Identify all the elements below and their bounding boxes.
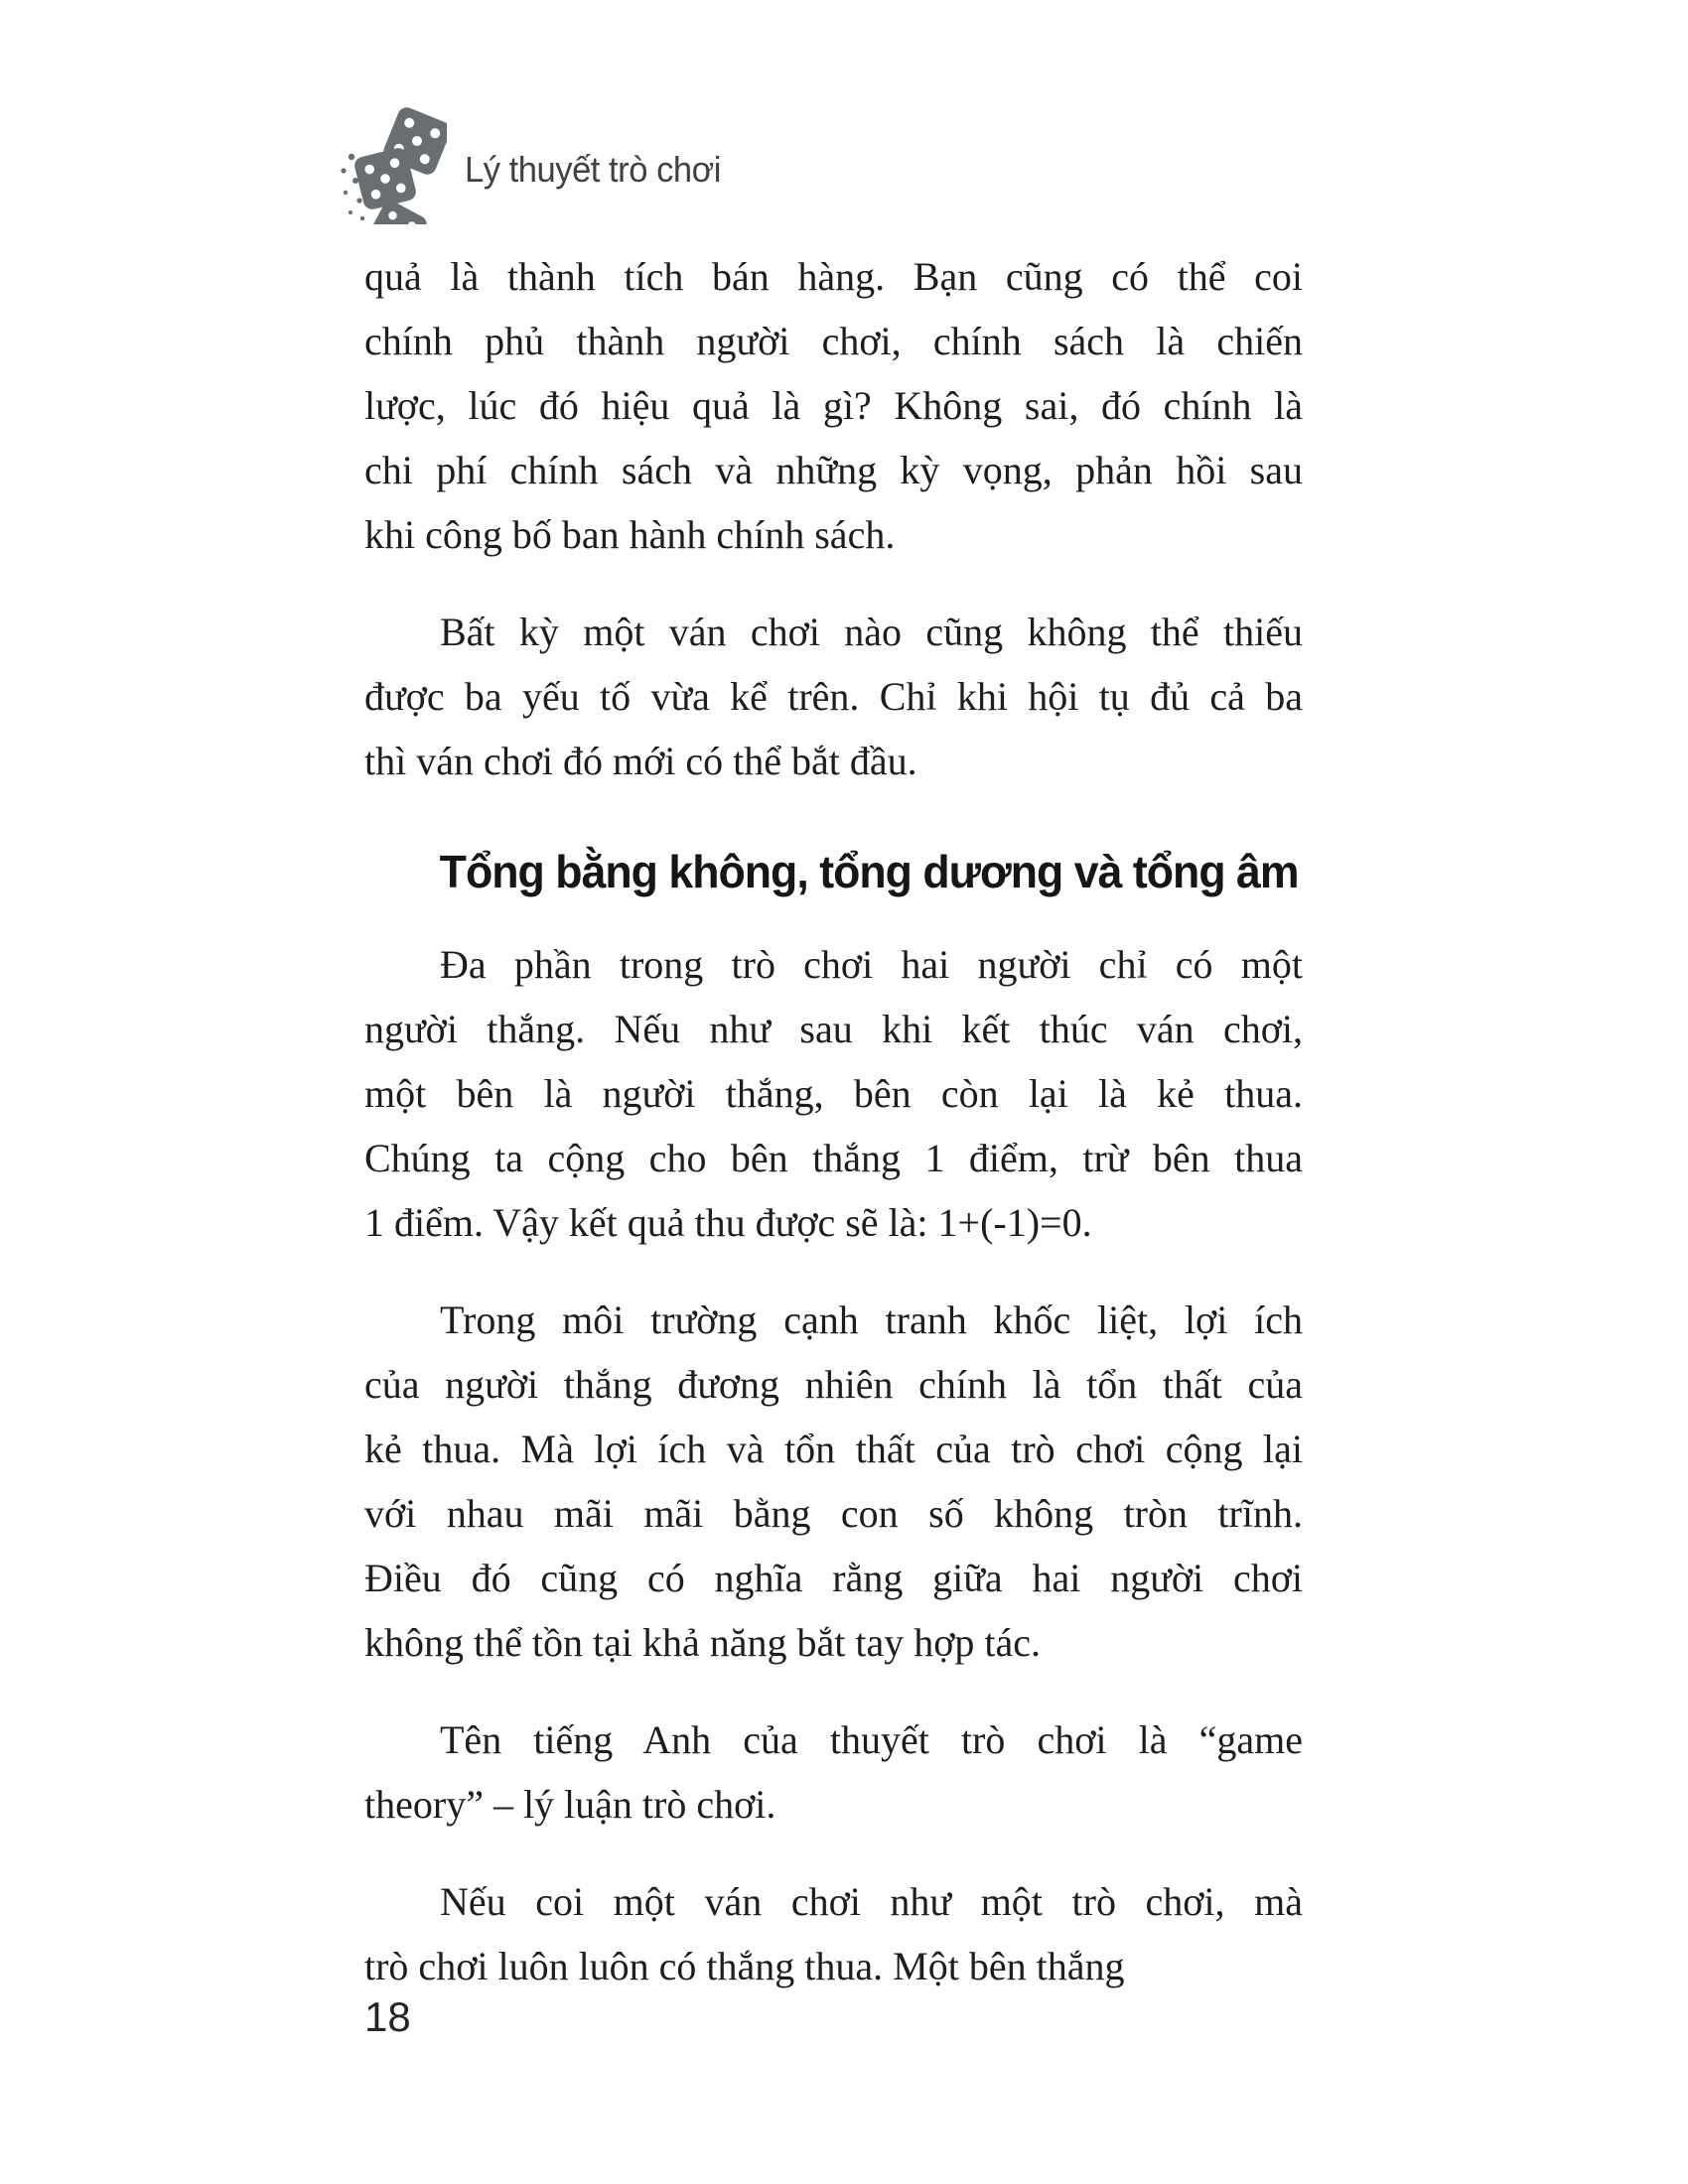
text-line: 1 điểm. Vậy kết quả thu được sẽ là: 1+(-1)=0. [364, 1200, 1092, 1245]
text-line: kẻ thua. Mà lợi ích và tổn thất của trò chơi cộng lại [364, 1427, 1303, 1471]
text-line: lược, lúc đó hiệu quả là gì? Không sai, đó chính là [364, 383, 1303, 428]
paragraph [364, 932, 1303, 1255]
paragraph [364, 1288, 1303, 1675]
text-line: với nhau mãi mãi bằng con số không tròn trĩnh. [364, 1491, 1303, 1536]
text-line: Bất kỳ một ván chơi nào cũng không thể thiếu [440, 610, 1303, 654]
page-number: 18 [364, 1993, 411, 2040]
text-line: không thể tồn tại khả năng bắt tay hợp tác. [364, 1620, 1041, 1665]
text-line: Đa phần trong trò chơi hai người chỉ có một [440, 942, 1303, 987]
paragraph [364, 600, 1303, 793]
text-line: của người thắng đương nhiên chính là tổn thất của [364, 1362, 1303, 1407]
paragraph [364, 244, 1303, 567]
text-line: quả là thành tích bán hàng. Bạn cũng có thể coi [364, 254, 1303, 299]
text-line: trò chơi luôn luôn có thắng thua. Một bên thắng [364, 1944, 1125, 1988]
text-line: theory” – lý luận trò chơi. [364, 1782, 776, 1827]
text-line: chi phí chính sách và những kỳ vọng, phản hồi sau [364, 448, 1303, 492]
text-line: Điều đó cũng có nghĩa rằng giữa hai người chơi [364, 1556, 1303, 1600]
text-line: được ba yếu tố vừa kể trên. Chỉ khi hội tụ đủ cả ba [364, 674, 1303, 719]
section-heading: Tổng bằng không, tổng dương và tổng âm [439, 846, 1299, 897]
running-header [336, 99, 732, 224]
text-line: Chúng ta cộng cho bên thắng 1 điểm, trừ bên thua [364, 1136, 1303, 1180]
dice-icon [336, 99, 447, 224]
header-title: Lý thuyết trò chơi [465, 149, 721, 190]
paragraph [364, 1869, 1303, 1998]
text-line: Tên tiếng Anh của thuyết trò chơi là “game [440, 1717, 1303, 1762]
text-line: chính phủ thành người chơi, chính sách là chiến [364, 319, 1303, 363]
text-line: Trong môi trường cạnh tranh khốc liệt, lợi ích [440, 1297, 1303, 1342]
text-line: người thắng. Nếu như sau khi kết thúc ván chơi, [364, 1007, 1303, 1051]
text-line: thì ván chơi đó mới có thể bắt đầu. [364, 739, 917, 783]
page-text-block [364, 244, 1303, 2031]
text-line: khi công bố ban hành chính sách. [364, 512, 896, 557]
paragraph [364, 1707, 1303, 1837]
text-line: Nếu coi một ván chơi như một trò chơi, mà [440, 1879, 1303, 1924]
text-line: một bên là người thắng, bên còn lại là kẻ thua. [364, 1071, 1303, 1116]
